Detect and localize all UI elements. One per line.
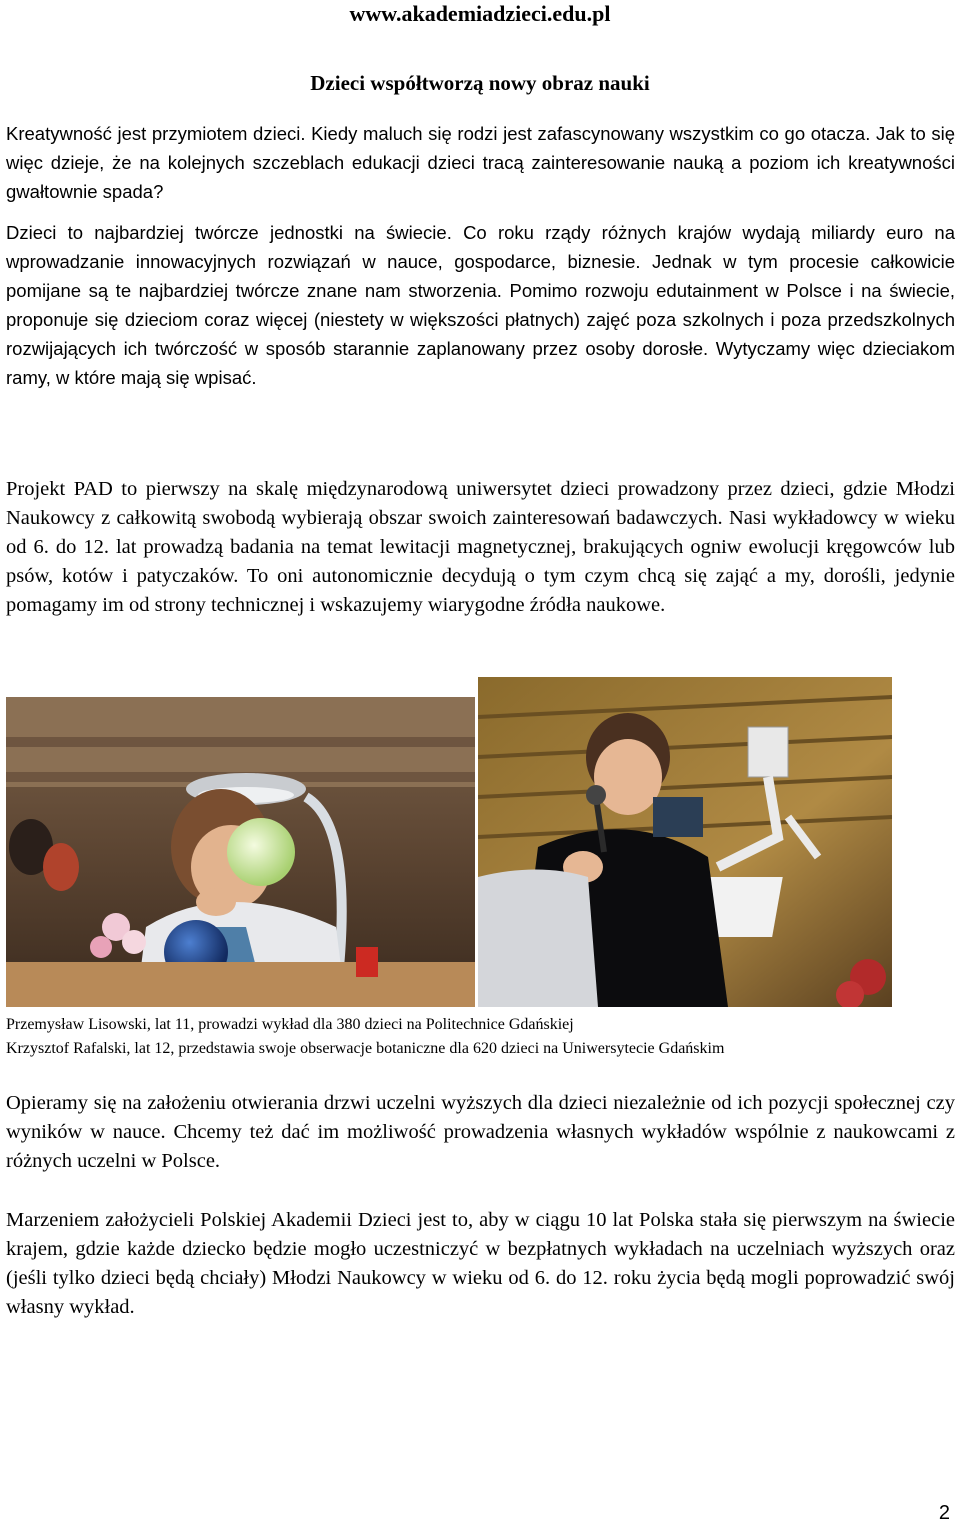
paragraph-intro: Kreatywność jest przymiotem dzieci. Kiedy maluch się rodzi jest zafascynowany wszystkim co go otacza. Jak to się więc dzieje, że na kolejnych szczeblach edukacji dzieci tracą zainteresowanie nauką a poziom ich kreatywności gwałtownie spada? xyxy=(6,123,955,202)
photo-lecture-magnifier xyxy=(6,697,475,1007)
paragraph-creativity: Dzieci to najbardziej twórcze jednostki na świecie. Co roku rządy różnych krajów wydają miliardy euro na wprowadzanie innowacyjnych rozwiązań w nauce, gospodarce, biznesie. Jednak w tym procesie całkowicie pomijane są te najbardziej twórcze znane nam stworzenia. Pomimo rozwoju edutainment w Polsce i na świecie, proponuje się dzieciom coraz więcej (niestety w większości płatnych) zajęć poza szkolnych i poza przedszkolnych rozwijających ich twórczość w sposób starannie zaplanowany przez osoby dorosłe. Wytyczamy więc dzieciakom ramy, w które mają się wpisać. xyxy=(6,222,955,388)
photo-caption-2: Krzysztof Rafalski, lat 12, przedstawia swoje obserwacje botaniczne dla 620 dzieci na Uniwersytecie Gdańskim xyxy=(6,1040,725,1057)
page-number: 2 xyxy=(938,1502,950,1524)
photo-caption-1: Przemysław Lisowski, lat 11, prowadzi wykład dla 380 dzieci na Politechnice Gdańskiej xyxy=(6,1016,574,1033)
site-url-header: www.akademiadzieci.edu.pl xyxy=(349,1,611,26)
paragraph-project-pad: Projekt PAD to pierwszy na skalę międzynarodową uniwersytet dzieci prowadzony przez dzieci, gdzie Młodzi Naukowcy z całkowitą swobodą wybierają obszar swoich zainteresowań badawczych. Nasi wykładowcy w wieku od 6. do 12. lat prowadzą badania na temat lewitacji magnetycznej, brakujących ogniw ewolucji kręgowców lub psów, kotów i patyczaków. To oni autonomicznie decydują o tym czym chcą się zająć a my, dorośli, jedynie pomagamy im od strony technicznej i wskazujemy wiarygodne źródła naukowe. xyxy=(6,478,955,616)
article-title: Dzieci współtworzą nowy obraz nauki xyxy=(310,71,650,95)
paragraph-dream: Marzeniem założycieli Polskiej Akademii Dzieci jest to, aby w ciągu 10 lat Polska stała się pierwszym na świecie krajem, gdzie każde dziecko będzie mogło uczestniczyć w bezpłatnych wykładach na uczelniach wyższych oraz (jeśli tylko dzieci będą chciały) Młodzi Naukowcy w wieku od 6. do 12. roku życia będą mogli poprowadzić swój własny wykład. xyxy=(6,1209,955,1318)
paragraph-open-doors: Opieramy się na założeniu otwierania drzwi uczelni wyższych dla dzieci niezależnie od ich pozycji społecznej czy wyników w nauce. Chcemy też dać im możliwość prowadzenia własnych wykładów wspólnie z naukowcami z różnych uczelni w Polsce. xyxy=(6,1092,955,1172)
photo-lecture-microphone xyxy=(478,677,892,1007)
